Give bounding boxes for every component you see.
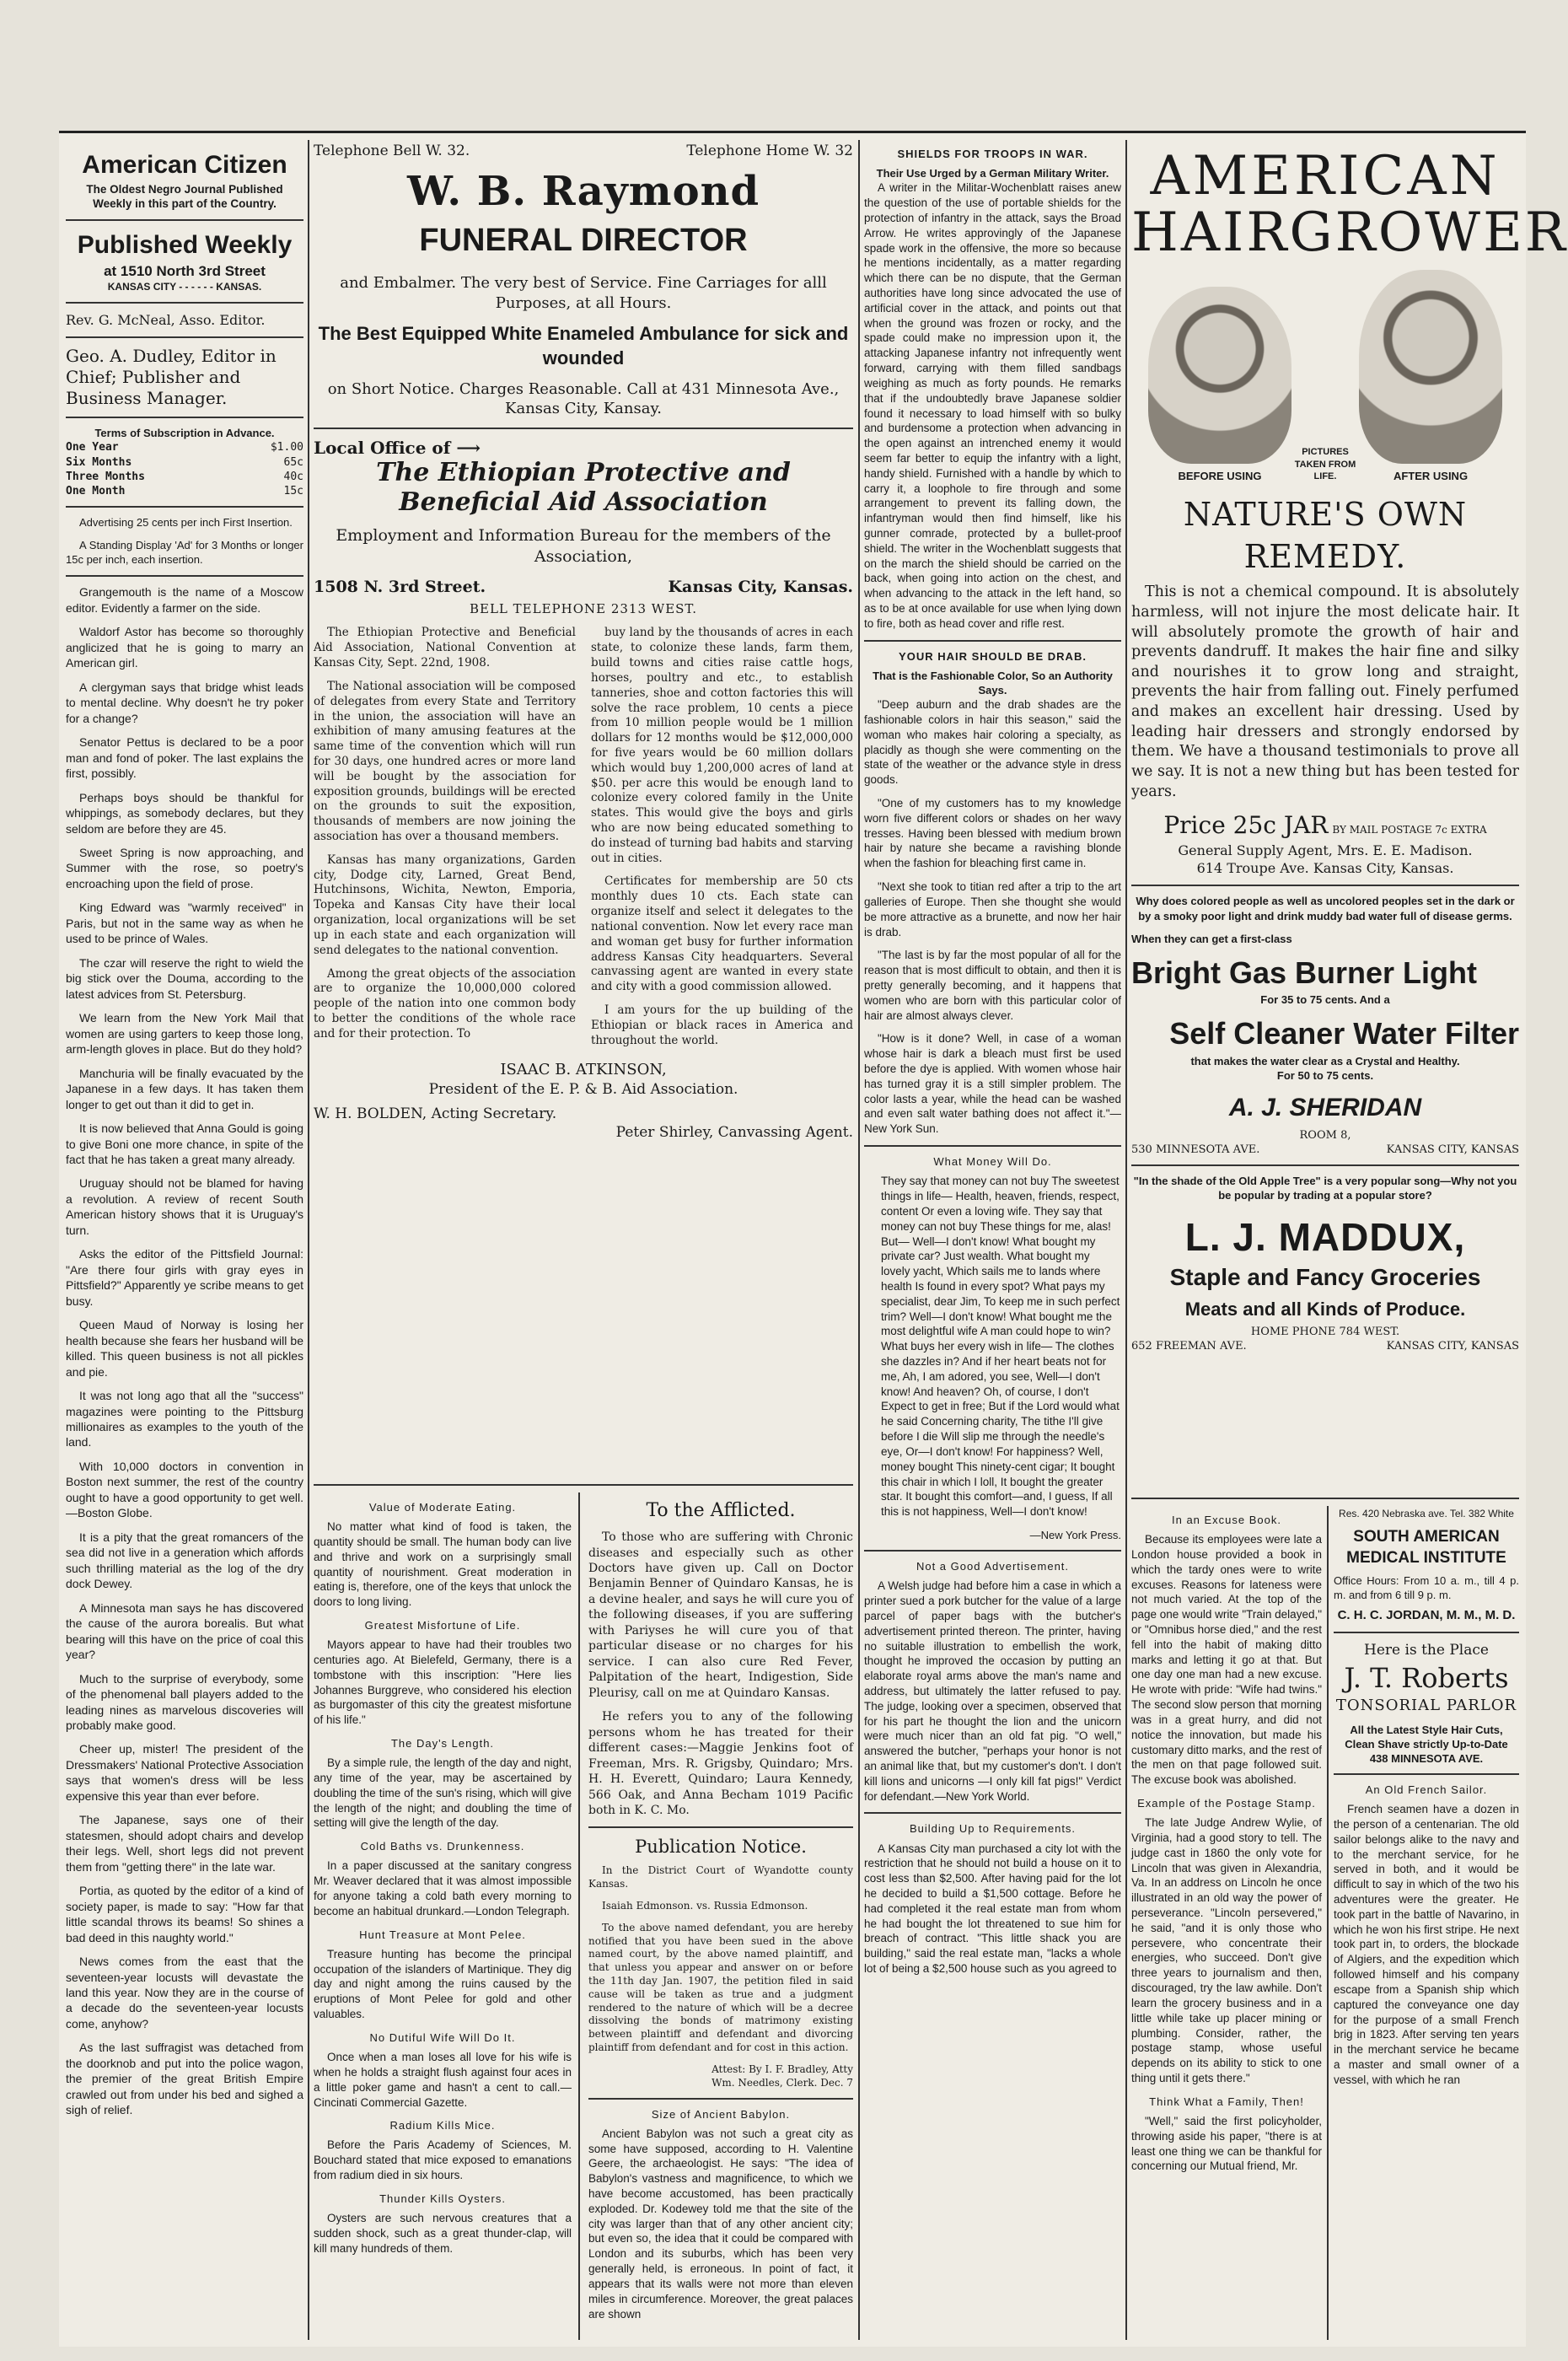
maddux-address-line: 652 FREEMAN AVE. KANSAS CITY, KANSAS [1131, 1340, 1519, 1353]
afflicted-title: To the Afflicted. [646, 1500, 796, 1521]
news-item: With 10,000 doctors in convention in Boston next summer, the rest of the country ought to have a good opportunity to get well.—Boston Globe. [66, 1459, 303, 1520]
maddux-line2: Meats and all Kinds of Produce. [1184, 1299, 1466, 1320]
portrait-after: AFTER USING [1359, 270, 1502, 483]
advertisement-text: A Welsh judge had before him a case in which a printer sued a pork butcher for the value of a large parcel of paper bags with the butcher's advertisement printed thereon. The printer, having no suitable illustration to embellish the work, thought he improved the occasion by putting an elaborate royal arms above the man's name and address, but ultimately the latter refused to pay. The judge, looking over a specimen, observed that for his part he thought the lion and the unicorn were much nicer than an old fat pig. "O well," answered the butcher, "perhaps your honor is not an animal like that, but my customer's don't. I don't kill lions and unicorns —I only kill fat pigs!" Verdict for defendant.—New York World. [864, 1579, 1121, 1803]
price-line [1131, 810, 1519, 842]
news-item: It is a pity that the great romancers of the sea did not live in a generation which affords such thrilling material as the log of the dry dock Dewey. [66, 1530, 303, 1591]
column-notices [588, 1495, 853, 2338]
column-masthead [66, 142, 303, 2338]
news-item: Much to the surprise of everybody, some of the phenomenal ball players added to the leading nines as marvelous discoveries will probably make good. [66, 1671, 303, 1732]
item-title: Example of the Postage Stamp. [1137, 1796, 1316, 1810]
news-item: News comes from the east that the seventeen-year locusts will devastate the land this year. Now they are in the course of a decade do the seventeen-year locusts come, anyhow? [66, 1955, 303, 2030]
ethiopian-employment: Employment and Information Bureau for the members of the Association, [336, 526, 831, 567]
hair-grower-body: This is not a chemical compound. It is absolutely harmless, will not injure the most delicate hair. It will absolutely promote the growth of hair and prevents dandruff. It makes the hair fine and silky and nourishes it to grow long and straight, prevents the hair from falling out. Finely perfumed and makes an excellent hair dressing. Used by leading hair dressers and strongly endorsed by them. We have a thousand testimonials to prove all we say. It is not a new thing but has been tested for years. [1131, 584, 1519, 800]
shields-title: SHIELDS FOR TROOPS IN WAR. [897, 148, 1088, 160]
column-rule [308, 140, 309, 2340]
raymond-line3: on Short Notice. Charges Reasonable. Call at 431 Minnesota Ave., Kansas City, Kansay. [327, 379, 840, 418]
news-item: Uruguay should not be blamed for having a revolution. A review of recent South American history shows that it is Uruguay's turn. [66, 1176, 303, 1237]
terms-row: One Month 15c [66, 484, 303, 497]
news-item: Sweet Spring is now approaching, and Summer with the rose, so poetry's encroaching upon the field of prose. [66, 846, 303, 890]
news-item: The czar will reserve the right to wield the big stick over the Douma, according to the latest advices from St. Petersburg. [66, 955, 303, 1001]
item-title: The Day's Length. [390, 1737, 495, 1751]
roberts-name: J. T. Roberts [1344, 1661, 1509, 1694]
masthead-name: American Citizen [82, 151, 287, 179]
arrow-icon: ⟶ [456, 438, 481, 459]
news-item: Asks the editor of the Pittsfield Journal: "Are there four girls with gray eyes in Pittsfield?" Apparently ye scribe means to get busy. [66, 1247, 303, 1308]
requirements-title: Building Up to Requirements. [909, 1822, 1077, 1836]
ethiopian-address: 1508 N. 3rd Street. [314, 577, 486, 596]
babylon-text: Ancient Babylon was not such a great city as some have supposed, according to H. Valentine Geere, the archaeologist. He says: "The idea of Babylon's vastness and magnificence, to which we have become accustomed, has been practically exploded. Dr. Kodewey told me that the site of the city was larger than that of any other ancient city; but even so, the idea that it could be compared with London and its suburbs, which has been very generally held, is erroneous. In point of fact, it appears that its walls were not more than eleven miles in circumference. Moreover, the great palaces are shown [588, 2127, 853, 2321]
display-ad-rate: A Standing Display 'Ad' for 3 Months or longer 15c per inch, each insertion. [66, 539, 303, 567]
news-item: Waldorf Astor has become so thoroughly anglicized that he is going to marry an American girl. [66, 625, 303, 670]
news-item: As the last suffragist was detached from the doorknob and put into the police wagon, the premier of the great British Empire crawled out from under his bed and sighed a sigh of relief. [66, 2041, 303, 2117]
ethiopian-president-title: President of the E. P. & B. Aid Association. [428, 1081, 738, 1099]
ethiopian-address-line [314, 577, 853, 598]
shields-text: A writer in the Militar-Wochenblatt raises anew the question of the use of portable shields for the protection of infantry in the attack, says the Broad Arrow. He writes approvingly of the Japanese spade work in the offensive, the more so because he mentions incidentally, as a matter regarding which there can be no dispute, that the German authorities have long since advocated the use of artificial cover in the attack, and points out that when the ground was frozen or rocky, and the spade could make no impression upon it, the attacking Japanese infantry not infrequently went forward, carrying with them filled sandbags weighing as much as forty pounds. He remarks that if the undoubtedly brave Japanese soldier found it necessary to load himself with so bulky and burdensome a protection when advancing in the open against an intrenched enemy it would seem far better to equip the infantry with a light, handy shield. Furnished with a handle by which to carry it, a loophole to fire through and some arrangement to prevent its falling down, the infantryman would then find himself, like his gunner comrade, protected by a bullet-proof shield. The writer in the Wochenblatt suggests that on the march the shield should be carried on the back, when going into action on the chest, and when advancing to the attack in the left hand, so as to be at once available for use when lying down to fire, both as head cover and rifle rest. [864, 181, 1121, 630]
terms-list [66, 440, 303, 498]
news-item: Grangemouth is the name of a Moscow editor. Evidently a farmer on the side. [66, 585, 303, 615]
item-text: In a paper discussed at the sanitary congress Mr. Weaver declared that it was almost impossible for anyone taking a cold bath every morning to become an habitual drunkard.—London Telegraph. [314, 1859, 572, 1917]
news-item: Queen Maud of Norway is losing her health because she fears her husband will be killed. This queen business is not all pickles and pie. [66, 1318, 303, 1379]
section-rule [314, 1484, 853, 1486]
news-item: Manchuria will be finally evacuated by the Japanese in a few days. It has taken them longer to get out than it did to get in. [66, 1066, 303, 1111]
ethiopian-secretary: W. H. BOLDEN, Acting Secretary. [314, 1105, 557, 1122]
raymond-line2: The Best Equipped White Enameled Ambulance for sick and wounded [318, 323, 849, 369]
phone-bell: Telephone Bell W. 32. [314, 143, 470, 159]
maddux-intro: "In the shade of the Old Apple Tree" is a very popular song—Why not you be popular by trading at a popular store? [1133, 1175, 1517, 1202]
institute-address: Res. 420 Nebraska ave. Tel. 382 White [1339, 1508, 1514, 1519]
ethiopian-name: The Ethiopian Protective and Beneficial Aid Association [376, 458, 791, 517]
money-poem: They say that money can not buy The sweetest things in life— Health, heaven, friends, respect, content Or even a loving wife. They say that money can not buy These things for me, alas! But— Well—I don't know! What bought my private car? Just wealth. What bought my lovely yacht, Which sails me to lands where health Is found in every spot? What pays my specialist, dear Jim, To keep me in such perfect trim? Well—I don't know! What bought me the most delightful wife A man could hope to win? What buys her every wish in life— The clothes she dazzles in? And if her heart beats not for me, Ah, I am adored, you see, Well—I don't know! And heaven? Oh, of course, I don't Expect to get in free; But if the Lord would what he said Concerning charity, The tithe I'll give before I die Will slip me through the needle's eye, Or—I don't know! For happiness? Well, money bought This ninety-cent cigar; It bought this chair in which I loll, It bought the greater star. It bought this comfort—and, I guess, If all this is not happiness, Well—I don't know! [881, 1175, 1120, 1519]
item-title: No Dutiful Wife Will Do It. [369, 2030, 516, 2044]
maddux-phone: HOME PHONE 784 WEST. [1250, 1326, 1400, 1339]
advertising-rate: Advertising 25 cents per inch First Insertion. [79, 515, 293, 529]
water-filter-price: For 50 to 75 cents. [1276, 1069, 1374, 1083]
assoc-editor: Rev. G. McNeal, Asso. Editor. [66, 312, 266, 329]
hair-drab-title: YOUR HAIR SHOULD BE DRAB. [899, 649, 1087, 663]
item-text: Mayors appear to have had their troubles two centuries ago. At Bielefeld, Germany, there is a tombstone with this inscription: "Here lies Johannes Burggreve, who considered his election as burgomaster of this city the greatest misfortune of his life." [314, 1638, 572, 1727]
publication-notice: In the District Court of Wyandotte county Kansas. Isaiah Edmonson. vs. Russia Edmonson. To the above named defendant, you are hereby notified that you have been sued in the above named court, by the above named plaintiff, and that unless you appear and answer on or before the 11th day Jan. 1907, the petition filed in said cause will be taken as true and a judgment rendered to the nature of which will be a decree dissolving the bonds of matrimony existing between plaintiff and defendant and divorcing plaintiff from defendant and for cost in this action. Attest: By I. F. Bradley, Atty Wm. Needles, Clerk. Dec. 7 [588, 1864, 853, 2089]
woman-long-hair-portrait-icon [1359, 270, 1502, 464]
item-text: Once when a man loses all love for his wife is when he holds a straight flush against four aces in a little poker game and hasn't a cent to call.—Cincinati Commercial Gazette. [314, 2051, 572, 2109]
hair-drab-subtitle: That is the Fashionable Color, So an Authority Says. [873, 669, 1113, 696]
institute-name: SOUTH AMERICAN MEDICAL INSTITUTE [1346, 1527, 1506, 1567]
money-source: —New York Press. [1029, 1528, 1121, 1541]
col1-items [66, 584, 303, 2117]
masthead-address: at 1510 North 3rd Street [104, 262, 266, 279]
item-title: Thunder Kills Oysters. [379, 2192, 506, 2205]
woman-portrait-icon [1148, 287, 1291, 464]
column-rule [858, 140, 860, 2340]
raymond-name: W. B. Raymond [406, 168, 760, 216]
news-item: A clergyman says that bridge whist leads to mental decline. Why doesn't he try poker for a change? [66, 680, 303, 725]
institute-hours: Office Hours: From 10 a. m., till 4 p. m. and from 6 till 9 p. m. [1334, 1573, 1519, 1602]
item-text: Oysters are such nervous creatures that a sudden shock, such as a great thunder-clap, will kill many hundreds of them. [314, 2212, 572, 2255]
babylon-title: Size of Ancient Babylon. [651, 2107, 791, 2121]
natures-remedy: NATURE'S OWN REMEDY. [1183, 495, 1468, 576]
hair-grower-mail: BY MAIL POSTAGE 7c EXTRA [1332, 824, 1487, 836]
roberts-intro: Here is the Place [1364, 1642, 1489, 1659]
masthead-city: KANSAS CITY - - - - - - KANSAS. [107, 281, 262, 293]
maddux-name: L. J. MADDUX, [1184, 1214, 1466, 1259]
news-item: The Japanese, says one of their statesmen, should adopt chairs and develop their legs. Well, short legs did not prevent them from "getting there" in the late war. [66, 1813, 303, 1874]
news-item: Portia, as quoted by the editor of a kind of society paper, is made to say: "How far that little scandal throws its beams! So shines a bad deed in this naughty world." [66, 1884, 303, 1944]
column-articles: SHIELDS FOR TROOPS IN WAR. Their Use Urged by a German Military Writer. A writer in the Militar-Wochenblatt raises anew the question of the use of portable shields for the protection of infantry in the attack, says the Broad Arrow. He writes approvingly of the Japanese spade work in the offensive, the more so because he mentions incidentally, as a matter regarding which there can be no dispute, that the German authorities have long since advocated the use of artificial cover in the attack, and points out that when the ground was frozen or rocky, and the spade could make no impression upon it, the attacking Japanese infantry not infrequently went forward, carrying with them filled sandbags weighing as much as forty pounds. He remarks that if the undoubtedly brave Japanese soldier found it necessary to load himself with so bulky and burdensome a protection when advancing in the open against an intrenched enemy it would seem far better to equip the infantry with a light, handy shield. Furnished with a handle by which to carry it, a loophole to fire through and some arrangement to prevent its falling down, the infantryman would then find himself, like his gunner comrade, protected by a bullet-proof shield. The writer in the Wochenblatt suggests that on the march the shield should be carried on the back, when going into action on the chest, and when advancing to the attack in the left hand, so as to be at once available for use when lying down to fire, both as head cover and rifle rest. YOUR HAIR SHOULD BE DRAB. That is the Fashionable Color, So an Authority Says. "Deep auburn and the drab shades are the fashionable colors in hair this season," said the woman who makes hair coloring a specialty, as placidly as though she were commenting on the state of the weather or the advance style in dress goods. "One of my customers has to my knowledge worn five different colors or shades on her wavy tresses. Having been blessed with medium brown hair by nature she became a ravishing blonde when the fashion for bleaching first came in. "Next she took to titian red after a trip to the art galleries of Europe. Then she thought she would be more attractive as a brunette, and now her hair is drab. "The last is by far the most popular of all for the reason that is most difficult to obtain, and then it is pretty generally becoming, and it happens that women who are born with this particular color of hair are almost always clever. "How is it done? Well, in case of a woman whose hair is dark a bleach must first be used before the dye is applied. With women whose hair has turned gray it is a still simpler problem. The color lasts a year, while the head can be washed and even salt water bathing does not affect it."—New York Sun. What Money Will Do. They say that money can not buy The sweetest things in life— Health, heaven, friends, respect, content Or even a loving wife. They say that money can not buy These things for me, alas! But— Well—I don't know! What bought my private car? Just wealth. What bought my lovely yacht, Which sails me to lands where health Is found in every spot? What pays my specialist, dear Jim, To keep me in such perfect trim? Well—I don't know! What bought me the most delightful wife A man could hope to win? What buys her every wish in life— The clothes she dazzles in? And if her heart beats not for me, Ah, I am adored, you see, Well—I don't know! And heaven? Oh, of course, I don't Expect to get in free; But if the Lord would what he said Concerning charity, The tithe I'll give before I die Will slip me through the needle's eye, Or—I don't know! For happiness? Well, money bought This ninety-cent cigar; It bought this chair in which I loll, It bought the greater star. It bought this comfort—and, I guess, If all this is not happiness, Well—I don't know! —New York Press. Not a Good Advertisement. A Welsh judge had before him a case in which a printer sued a pork butcher for the value of a large parcel of paper bags with the butcher's advertisement printed thereon. The printer, having no suitable illustration to embellish the work, thought he improved the occasion by putting an elaborate royal arms above the man's name and address, but ultimately the latter refused to pay. The judge, looking over a specimen, observed that for his part he thought the lion and the unicorn were much nicer than an old fat pig. "O well," answered the butcher, "perhaps your honor is not an animal like that, but my customer's don't. I don't kill lions and unicorns —I only kill fat pigs!" Verdict for defendant.—New York World. Building Up to Requirements. A Kansas City man purchased a city lot with the restriction that he should not build a house on it to cost less than $2,500. After having paid for the lot he decided to build a $1,500 cottage. Before he had completed it the real estate man from whom he had bought the lot threatened to sue him for breach of contract. "This little shack you are building," said the real estate man, "lacks a whole lot of being a $2,500 house such as you agreed to [864, 148, 1121, 1976]
roberts-address: 438 MINNESOTA AVE. [1369, 1751, 1484, 1765]
hair-grower-line2: HAIR GROWER [1131, 202, 1568, 265]
water-filter-desc: that makes the water clear as a Crystal and Healthy. [1190, 1055, 1460, 1068]
ethiopian-agent: Peter Shirley, Canvassing Agent. [615, 1124, 853, 1141]
hair-grower-address: 614 Troupe Ave. Kansas City, Kansas. [1196, 860, 1454, 877]
raymond-line1: and Embalmer. The very best of Service. Fine Carriages for alll Purposes, at all Hours. [340, 273, 827, 312]
column-short-items [314, 1495, 572, 2338]
item-text: Before the Paris Academy of Sciences, M. Bouchard stated that mice exposed to emanations from radium died in six hours. [314, 2138, 572, 2182]
news-item: It was not long ago that all the "success" magazines were pointing to the Pittsburg millionaires as examples to the youth of the land. [66, 1389, 303, 1449]
newspaper-page [59, 131, 1568, 2347]
portrait-caption: PICTURES TAKEN FROM LIFE. [1294, 447, 1356, 482]
sailor-title: An Old French Sailor. [1365, 1783, 1488, 1796]
sheridan-name: A. J. SHERIDAN [1228, 1094, 1422, 1122]
column-ads-wide [314, 142, 853, 1487]
column-stories [1131, 1508, 1322, 2338]
roberts-line1: All the Latest Style Hair Cuts, Clean Shave strictly Up-to-Date [1345, 1723, 1508, 1751]
requirements-text: A Kansas City man purchased a city lot with the restriction that he should not build a house on it to cost less than $2,500. After having paid for the lot he decided to build a $1,500 cottage. Before he had completed it the real estate man from whom he had bought the lot threatened to sue him for breach of contract. "This little shack you are building," said the real estate man, "lacks a whole lot of being a $2,500 house such as you agreed to [864, 1842, 1121, 1976]
column-rule [1125, 140, 1127, 2340]
raymond-title: FUNERAL DIRECTOR [419, 222, 748, 258]
sheridan-when: When they can get a first-class [1131, 932, 1292, 945]
ethiopian-body [314, 626, 853, 1057]
item-title: Value of Moderate Eating. [368, 1501, 517, 1514]
phone-home: Telephone Home W. 32 [686, 143, 853, 159]
advertisement-title: Not a Good Advertisement. [916, 1560, 1070, 1573]
item-text: Treasure hunting has become the principal occupation of the islanders of Martinique. They dig day and night among the ruins caused by the eruptions of Mont Pelee for gold and other valuables. [314, 1947, 572, 2021]
item-text: No matter what kind of food is taken, the quantity should be small. The human body can live and thrive and work on a surprisingly small quantity of nourishment. Great moderation in eating is, therefore, one of the keys that unlock the doors to long living. [314, 1520, 572, 1609]
item-title: Radium Kills Mice. [389, 2119, 496, 2132]
afflicted-p1: To those who are suffering with Chronic diseases and especially such as other Doctors have given up. Call on Doctor Benjamin Benner of Quindaro Kansas, he is a devine healer, and says he will cure you of the following diseases, if you are suffering with Pariyses he will cure you of that particular disease or no charges for his service. I can also cure Red Fever, Palpitation of the heart, Indigestion, Side Pleurisy, call on me at Quindaro Kansas. [588, 1530, 853, 1700]
roberts-title: TONSORIAL PARLOR [1335, 1696, 1517, 1714]
item-title: Think What a Family, Then! [1149, 2095, 1304, 2108]
shields-subtitle: Their Use Urged by a German Military Writer. [876, 167, 1109, 180]
item-title: Cold Baths vs. Drunkenness. [360, 1840, 525, 1853]
maddux-line1: Staple and Fancy Groceries [1169, 1264, 1481, 1291]
section-rule [1131, 1498, 1519, 1499]
sailor-text: French seamen have a dozen in the person of a centenarian. The old sailor belongs alike to the navy and to the merchant service, for he served in both, and it would be difficult to say in which of the two his adventures were the greater. He took part in the battle of Navarino, in which he won his first stripe. He next took part in, to orders, the blockade of Algiers, and the expedition which followed himself and his company escape from a Spanish ship which captured the conveyance one day for the purpose of a small French brig in 1823. After serving ten years in the merchant service he became a master and small owner of a vessel, with which he ran [1334, 1803, 1519, 2086]
item-text: "Well," said the first policyholder, throwing aside his paper, "there is at least one thing we can be thankful for concerning our Mutual friend, Mr. [1131, 2114, 1322, 2173]
phone-line [314, 142, 853, 160]
terms-row: One Year $1.00 [66, 441, 303, 454]
terms-row: Six Months 65c [66, 455, 303, 469]
sheridan-intro: Why does colored people as well as uncolored peoples set in the dark or by a smoky poor light and drink muddy bad water full of disease germs. [1136, 895, 1515, 922]
item-title: Greatest Misfortune of Life. [364, 1619, 521, 1632]
gas-burner-title: Bright Gas Burner Light [1131, 955, 1478, 990]
item-text: By a simple rule, the length of the day and night, any time of the year, may be ascertained by doubling the time of the sun's rising, which will give the length of the night; and doubling the time of setting will give the length of the day. [314, 1756, 572, 1830]
news-item: It is now believed that Anna Gould is going to give Boni one more chance, in spite of the fact that he has taken a great many already. [66, 1121, 303, 1166]
publication-title: Publication Notice. [635, 1837, 807, 1858]
money-title: What Money Will Do. [933, 1155, 1052, 1169]
item-title: In an Excuse Book. [1171, 1514, 1281, 1526]
ethiopian-body-right: buy land by the thousands of acres in each state, to colonize these lands, farm them, build towns and cities raise cattle hogs, horses, poultry and etc., to establish tanneries, shoe and cotton factories this will solve the race problem, 10 cents a piece from 10 million people would be 1 million dollars for 12 months would be $12,000,000 for five years would be 60 million dollars which would buy 1,200,000 acres of land at $50. per acre this would be enough land to colonize every colored family in the Unite states. This would give the boys and girls who are now being educated something to do instead of turning bad habits and starving out in cities. Certificates for membership are 50 cts monthly dues 10 cts. Each state can organize itself and select it delegates to the national convention. Now let every race man and woman get busy for further information address Kansas City headquarters. Several canvassing agent are wanted in every state and city with a good commission allowed. I am yours for the up building of the Ethiopian or black races in America and throughout the world. [591, 626, 853, 1047]
institute-doctor: C. H. C. JORDAN, M. M., M. D. [1337, 1608, 1516, 1623]
news-item: King Edward was "warmly received" in Paris, but not in the same way as when he used to be prince of Wales. [66, 901, 303, 946]
hair-grower-agent: General Supply Agent, Mrs. E. E. Madison. [1178, 842, 1473, 859]
afflicted-p2: He refers you to any of the following persons whom he has treated for their different cases:—Maggie Jenkins foot of Freeman, Mrs. R. Grigsby, Quindaro; Mrs. H. H. Everett, Quindaro; Laura Kennedy, 566 Oak, and Anna Becham 1019 Pacific both in K. C. Mo. [588, 1710, 853, 1817]
news-item: Senator Pettus is declared to be a poor man and fond of poker. The last explains the first, possibly. [66, 735, 303, 781]
column-rule [578, 1492, 580, 2340]
item-text: The late Judge Andrew Wylie, of Virginia, had a good story to tell. The judge cast in 1860 the only vote for Lincoln that was given in Alexandria, Va. In an address on Lincoln he once illustrated in an old way the power of perseverance. "Lincoln persevered," he said, "and it is only those who persevere, who concentrate their energies, who succeed. Don't give three years to journalism and then, discouraged, try the law awhile. Don't learn the grocery business and in a little while take up placer mining or plumbing. Consider, rather, the postage stamp, whose useful depends on its ability to stick to one thing until it gets there." [1131, 1816, 1322, 2084]
terms-title: Terms of Subscription in Advance. [94, 427, 275, 440]
portrait-before: BEFORE USING [1148, 287, 1291, 483]
news-item: We learn from the New York Mail that women are using garters to keep those long, arm-length gloves in place. But do they hold? [66, 1011, 303, 1057]
editor-in-chief: Geo. A. Dudley, Editor in Chief; Publisher and Business Manager. [66, 346, 277, 409]
ethiopian-city: Kansas City, Kansas. [668, 577, 853, 596]
news-item: Perhaps boys should be thankful for whippings, as somebody declares, but they seldom are before they are 45. [66, 790, 303, 836]
ethiopian-president: ISAAC B. ATKINSON, [500, 1061, 667, 1079]
terms-row: Three Months 40c [66, 470, 303, 483]
column-ads-right [1131, 142, 1568, 1499]
sheridan-room: ROOM 8, [1299, 1128, 1351, 1142]
ethiopian-telephone: BELL TELEPHONE 2313 WEST. [470, 600, 697, 616]
sheridan-address-line: 530 MINNESOTA AVE. KANSAS CITY, KANSAS [1131, 1143, 1519, 1157]
item-title: Hunt Treasure at Mont Pelee. [359, 1928, 526, 1941]
masthead-subtitle: The Oldest Negro Journal Published Weekly in this part of the Country. [86, 182, 283, 211]
column-rule [1327, 1506, 1329, 2340]
gas-burner-price: For 35 to 75 cents. And a [1260, 993, 1390, 1007]
hair-grower-line1: AMERICAN [1150, 145, 1501, 207]
hair-grower-price: Price 25c JAR [1163, 811, 1329, 840]
column-small-ads [1334, 1508, 1519, 2338]
news-item: Cheer up, mister! The president of the Dressmakers' National Protective Association says that women's dress will be less expensive this year than ever before. [66, 1742, 303, 1803]
local-office: Local Office of ⟶ [314, 438, 481, 459]
water-filter-title: Self Cleaner Water Filter [1169, 1016, 1519, 1051]
hair-portraits [1148, 270, 1502, 483]
item-text: Because its employees were late a London house provided a book in which the tardy ones were to write excuses. Reasons for lateness were not much varied. At the top of the page one would write "Train delayed," or "Omnibus horse died," and the rest fell into the habit of making ditto marks and letting it go at that. But one day one man had a new excuse. He wrote with pride: "Wife had twins." The second slow person that morning was in a great hurry, and did not notice the innovation, but made his customary ditto marks, and the rest of the men on that page followed suit. The excuse book was abolished. [1131, 1533, 1322, 1787]
news-item: A Minnesota man says he has discovered the cause of the aurora borealis. But what bearing will this have on the price of coal this year? [66, 1600, 303, 1662]
ethiopian-body-left: The Ethiopian Protective and Beneficial Aid Association, National Convention at Kansas City, Sept. 22nd, 1908. The National association will be composed of delegates from every State and Territory in the union, the association will have an exhibition of many amusing features at the same time of the convention which will run for 30 days, one hundred acres or more land will be bought by the association for exposition grounds, buildings will be erected on the grounds to suit the exposition, thousands of members are now joining the association has over a thousand members. Kansas has many organizations, Garden city, Dodge city, Larned, Great Bend, Hutchinsons, Wichita, Newton, Emporia, Topeka and Kansas City have their local organization, local organizations will be set up in each state and each organization will send delegates to the national convention. Among the great objects of the association are to organize the 10,000,000 colored people of the nation into one common body to better the conditions of the whole race and for their protection. To [314, 626, 576, 1041]
published-weekly: Published Weekly [77, 231, 293, 260]
